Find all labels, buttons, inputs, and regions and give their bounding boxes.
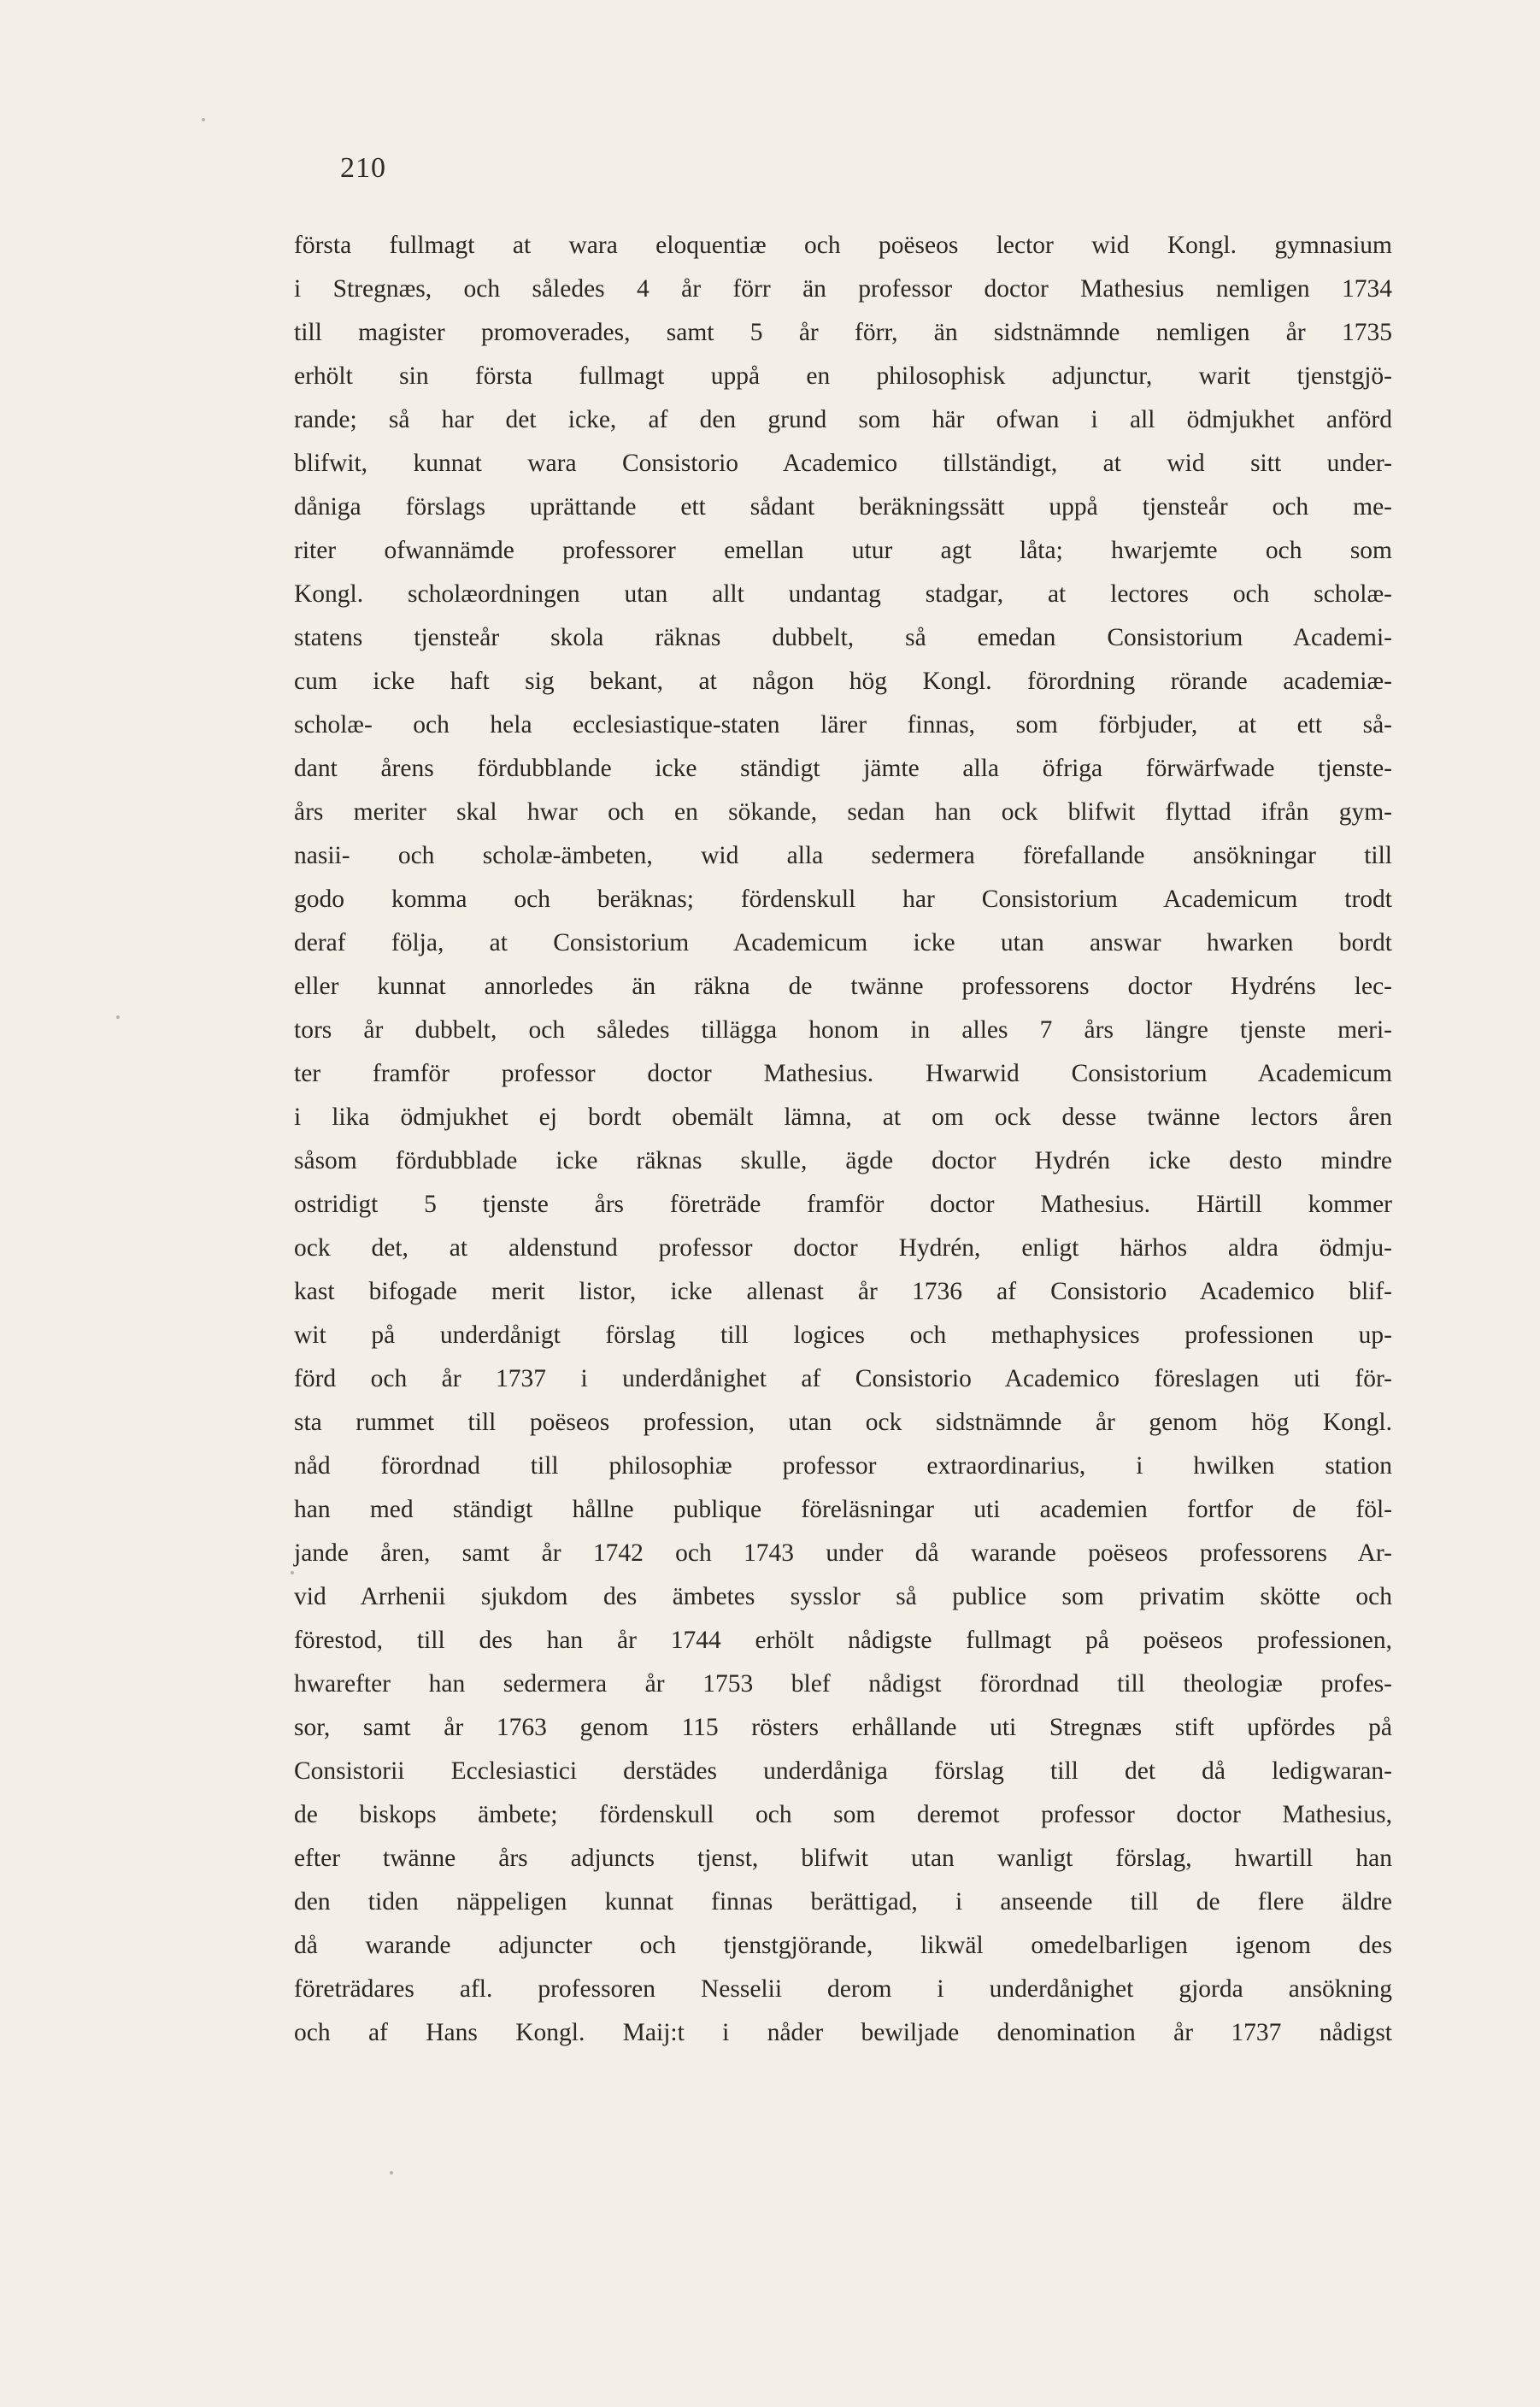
- text-line: sor, samt år 1763 genom 115 rösters erhållande uti Stregnæs stift upfördes på: [294, 1714, 1392, 1741]
- text-line: nåd förordnad till philosophiæ professor extraordinarius, i hwilken station: [294, 1452, 1392, 1480]
- text-line: wit på underdånigt förslag till logices och methaphysices professionen up-: [294, 1321, 1392, 1349]
- paper-speck: [202, 118, 205, 121]
- paper-speck: [390, 2171, 393, 2175]
- body-text: [294, 224, 1392, 2055]
- text-line: förd och år 1737 i underdånighet af Consistorio Academico föreslagen uti för-: [294, 1365, 1392, 1392]
- text-line: han med ständigt hållne publique föreläsningar uti academien fortfor de föl-: [294, 1496, 1392, 1523]
- paper-speck: [116, 1015, 120, 1019]
- text-line: ock det, at aldenstund professor doctor Hydrén, enligt härhos aldra ödmju-: [294, 1234, 1392, 1262]
- text-line: blifwit, kunnat wara Consistorio Academico tillständigt, at wid sitt under-: [294, 450, 1392, 477]
- text-line: deraf följa, at Consistorium Academicum icke utan answar hwarken bordt: [294, 929, 1392, 956]
- paper-speck: [291, 1571, 294, 1574]
- text-line: dåniga förslags uprättande ett sådant beräkningssätt uppå tjensteår och me-: [294, 493, 1392, 521]
- text-line: nasii- och scholæ-ämbeten, wid alla sedermera förefallande ansökningar till: [294, 842, 1392, 869]
- text-line: kast bifogade merit listor, icke allenast år 1736 af Consistorio Academico blif-: [294, 1278, 1392, 1305]
- text-line: riter ofwannämde professorer emellan utur agt låta; hwarjemte och som: [294, 537, 1392, 564]
- text-line: scholæ- och hela ecclesiastique-staten lärer finnas, som förbjuder, at ett så-: [294, 711, 1392, 739]
- page-number: 210: [340, 152, 386, 184]
- text-line: cum icke haft sig bekant, at någon hög Kongl. förordning rörande academiæ-: [294, 668, 1392, 695]
- text-line: första fullmagt at wara eloquentiæ och poëseos lector wid Kongl. gymnasium: [294, 232, 1392, 259]
- text-line: Consistorii Ecclesiastici derstädes underdåniga förslag till det då ledigwaran-: [294, 1757, 1392, 1785]
- text-line: sta rummet till poëseos profession, utan ock sidstnämnde år genom hög Kongl.: [294, 1409, 1392, 1436]
- text-line: och af Hans Kongl. Maij:t i nåder bewiljade denomination år 1737 nådigst: [294, 2019, 1392, 2046]
- text-line: eller kunnat annorledes än räkna de twänne professorens doctor Hydréns lec-: [294, 973, 1392, 1000]
- text-line: godo komma och beräknas; fördenskull har Consistorium Academicum trodt: [294, 886, 1392, 913]
- text-line: erhölt sin första fullmagt uppå en philosophisk adjunctur, warit tjenstgjö-: [294, 362, 1392, 390]
- text-line: dant årens fördubblande icke ständigt jämte alla öfriga förwärfwade tjenste-: [294, 755, 1392, 782]
- text-line: Kongl. scholæordningen utan allt undantag stadgar, at lectores och scholæ-: [294, 580, 1392, 608]
- text-line: i Stregnæs, och således 4 år förr än professor doctor Mathesius nemligen 1734: [294, 275, 1392, 303]
- text-line: förestod, till des han år 1744 erhölt nådigste fullmagt på poëseos professionen,: [294, 1627, 1392, 1654]
- text-line: ter framför professor doctor Mathesius. Hwarwid Consistorium Academicum: [294, 1060, 1392, 1087]
- text-line: rande; så har det icke, af den grund som här ofwan i all ödmjukhet anförd: [294, 406, 1392, 433]
- text-line: företrädares afl. professoren Nesselii derom i underdånighet gjorda ansökning: [294, 1975, 1392, 2003]
- text-line: ostridigt 5 tjenste års företräde framför doctor Mathesius. Härtill kommer: [294, 1191, 1392, 1218]
- text-line: efter twänne års adjuncts tjenst, blifwit utan wanligt förslag, hwartill han: [294, 1845, 1392, 1872]
- text-line: statens tjensteår skola räknas dubbelt, så emedan Consistorium Academi-: [294, 624, 1392, 651]
- text-line: den tiden näppeligen kunnat finnas berättigad, i anseende till de flere äldre: [294, 1888, 1392, 1916]
- text-line: tors år dubbelt, och således tillägga honom in alles 7 års längre tjenste meri-: [294, 1016, 1392, 1044]
- text-line: då warande adjuncter och tjenstgjörande, likwäl omedelbarligen igenom des: [294, 1932, 1392, 1959]
- text-line: vid Arrhenii sjukdom des ämbetes sysslor så publice som privatim skötte och: [294, 1583, 1392, 1610]
- text-line: såsom fördubblade icke räknas skulle, ägde doctor Hydrén icke desto mindre: [294, 1147, 1392, 1174]
- text-line: jande åren, samt år 1742 och 1743 under då warande poëseos professorens Ar-: [294, 1539, 1392, 1567]
- text-line: de biskops ämbete; fördenskull och som deremot professor doctor Mathesius,: [294, 1801, 1392, 1828]
- text-line: i lika ödmjukhet ej bordt obemält lämna, at om ock desse twänne lectors åren: [294, 1103, 1392, 1131]
- text-line: hwarefter han sedermera år 1753 blef nådigst förordnad till theologiæ profes-: [294, 1670, 1392, 1698]
- text-line: års meriter skal hwar och en sökande, sedan han ock blifwit flyttad ifrån gym-: [294, 798, 1392, 826]
- text-line: till magister promoverades, samt 5 år förr, än sidstnämnde nemligen år 1735: [294, 319, 1392, 346]
